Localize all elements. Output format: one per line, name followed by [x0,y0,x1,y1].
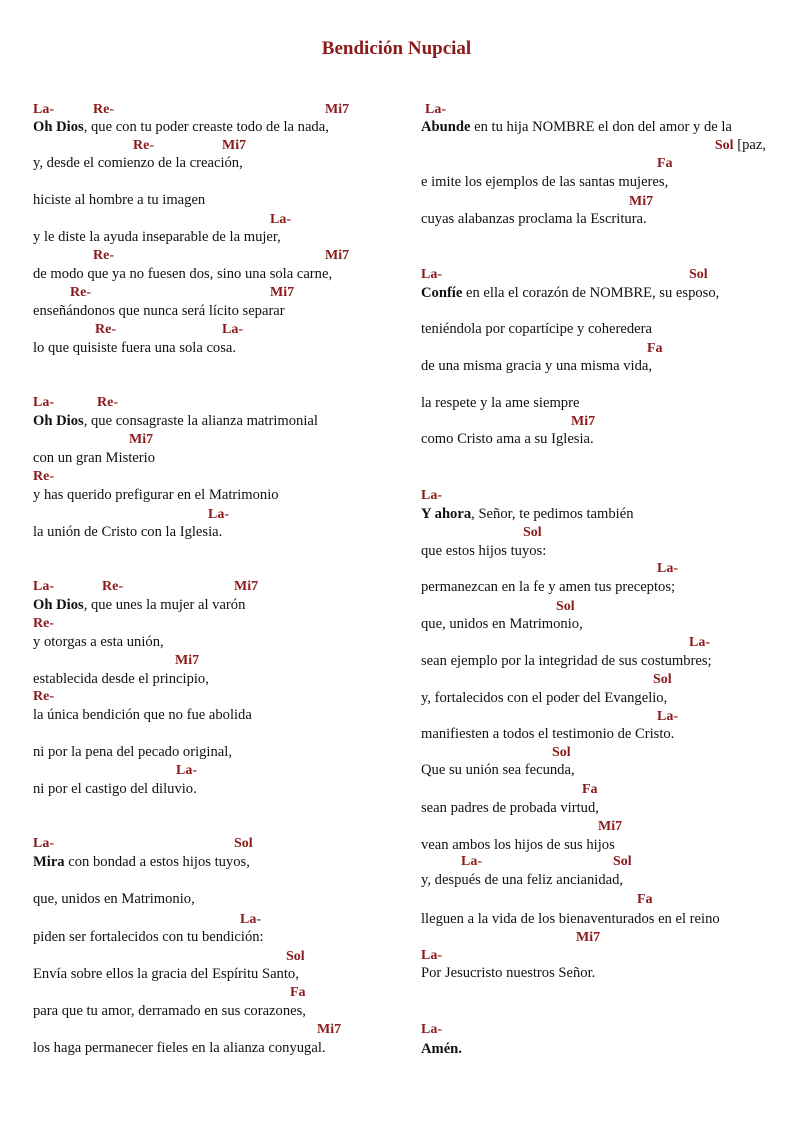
lyric-text: y otorgas a esta unión, [33,634,164,650]
lyric-line [33,523,403,542]
chord-line [33,320,403,339]
chord: Fa [647,341,663,356]
chord-line [421,597,766,616]
lyric-line [33,228,403,247]
chord-line [33,393,403,412]
lyric-line [33,154,403,173]
lyric-text: que estos hijos tuyos: [421,543,547,559]
chord: La- [270,212,291,227]
lyric-line [421,652,766,671]
line-continuation: [paz, [733,137,766,153]
lyric-text: , que unes la mujer al varón [83,597,246,613]
lyric-line [421,1040,766,1059]
chord-line [33,283,403,302]
lyric-line [33,302,403,321]
chord: Mi7 [234,579,259,594]
chord-line [421,339,766,358]
lyric-line [421,284,766,303]
lyric-line [33,965,403,984]
lyric-text: con bondad a estos hijos tuyos, [64,854,250,870]
lyric-text: ni por la pena del pecado original, [33,744,232,760]
chord: Re- [93,102,114,117]
lyric-text: enseñándonos que nunca será lícito separar [33,303,285,319]
lyric-text: la única bendición que no fue abolida [33,707,252,723]
chord-line [421,559,766,578]
lyric-line [421,505,766,524]
chord-line [33,614,403,633]
chord: La- [176,763,197,778]
chord-line [421,412,766,431]
lyric-text: , que con tu poder creaste todo de la nada, [83,119,329,135]
chord: Re- [33,616,54,631]
lyric-line [421,210,766,229]
chord-line [421,780,766,799]
chord: Re- [33,689,54,704]
chord-line [421,817,766,836]
lyric-emphasis: Oh Dios [33,119,84,135]
lyric-text: Que su unión sea fecunda, [421,762,575,778]
lyric-line [421,761,766,780]
chord: Sol [paz, [714,137,766,153]
lyric-line [33,780,403,799]
lyric-text: , que consagraste la alianza matrimonial [83,413,318,429]
chord: Mi7 [175,653,200,668]
lyric-emphasis: Y ahora [421,506,472,522]
lyric-text: para que tu amor, derramado en sus corazones, [33,1003,306,1019]
lyric-line [421,118,766,137]
lyric-line [421,689,766,708]
chord: La- [33,395,54,410]
chord-line [33,246,403,265]
chord-line [33,505,403,524]
chord: Fa [290,985,306,1000]
lyric-line [421,964,766,983]
chord-line [33,430,403,449]
lyric-line [421,871,766,890]
lyric-line [33,265,403,284]
lyric-text: la respete y la ame siempre [421,395,580,411]
lyric-line [33,412,403,431]
chord: Fa [582,782,598,797]
chord: Sol [689,267,708,282]
lyric-text: en tu hija NOMBRE el don del amor y de la [470,119,732,135]
chord: Sol [613,854,632,869]
lyric-text: con un gran Misterio [33,450,155,466]
lyric-text: que, unidos en Matrimonio, [33,891,195,907]
chord: Re- [133,138,154,153]
chord-line [421,265,766,284]
lyric-text: y, fortalecidos con el poder del Evangelio, [421,690,668,706]
chord-line [421,136,766,155]
chord-line [33,761,403,780]
lyric-line [33,449,403,468]
chord: Sol [234,836,253,851]
lyric-line [33,633,403,652]
chord-line [33,651,403,670]
lyric-line [33,596,403,615]
chord: Re- [95,322,116,337]
chord: La- [421,267,442,282]
chord: Mi7 [598,819,623,834]
chord: Mi7 [129,432,154,447]
chord-line [33,983,403,1002]
chord: La- [421,1022,442,1037]
lyric-text: de una misma gracia y una misma vida, [421,358,652,374]
lyric-line [33,118,403,137]
chord: Re- [97,395,118,410]
chord: Mi7 [222,138,247,153]
chord: Re- [102,579,123,594]
lyric-text: la unión de Cristo con la Iglesia. [33,524,223,540]
lyric-text: vean ambos los hijos de sus hijos [421,837,615,853]
lyric-text: e imite los ejemplos de las santas mujeres, [421,174,669,190]
lyric-line [33,486,403,505]
chord: La- [222,322,243,337]
chord-line [33,210,403,229]
page-title: Bendición Nupcial [321,38,472,59]
chord: Fa [657,156,673,171]
lyric-line [421,799,766,818]
chord-line [421,670,766,689]
chord-line [33,577,403,596]
lyric-line [421,430,766,449]
chord-line [33,100,403,119]
lyric-text: que, unidos en Matrimonio, [421,616,583,632]
lyric-line [33,1002,403,1021]
lyric-text: sean ejemplo por la integridad de sus costumbres; [421,653,712,669]
chord: La- [657,561,678,576]
chord-line [421,1020,766,1039]
lyric-line [33,1039,403,1058]
lyric-line [33,853,403,872]
lyric-line [421,725,766,744]
chord: La- [425,102,446,117]
chord-line [33,467,403,486]
lyric-line [421,578,766,597]
lyric-emphasis: Abunde [421,119,471,135]
chord-line [33,687,403,706]
lyric-text: lleguen a la vida de los bienaventurados en el reino [421,911,720,927]
chord: Mi7 [325,102,350,117]
lyric-line [33,191,403,210]
chord-line [421,192,766,211]
chord: La- [33,579,54,594]
lyric-line [33,706,403,725]
chord-line [421,154,766,173]
chord: Re- [33,469,54,484]
lyric-line [33,890,403,909]
lyric-line [421,173,766,192]
lyric-text: , Señor, te pedimos también [471,506,634,522]
lyric-text: lo que quisiste fuera una sola cosa. [33,340,237,356]
chord: Mi7 [629,194,654,209]
chord-line [33,1020,403,1039]
chord: La- [689,635,710,650]
chord: La- [657,709,678,724]
lyric-text: teniéndola por copartícipe y coheredera [421,321,652,337]
chord-line [33,910,403,929]
lyric-line [421,357,766,376]
chord-line [33,947,403,966]
chord: Sol [653,672,672,687]
chord: La- [33,836,54,851]
chord-line [421,100,766,119]
lyric-line [421,615,766,634]
chord: Sol [552,745,571,760]
chord: Mi7 [325,248,350,263]
chord: La- [240,912,261,927]
chord-line [421,946,766,965]
chord: Re- [70,285,91,300]
lyric-text: como Cristo ama a su Iglesia. [421,431,594,447]
chord-line [33,136,403,155]
lyric-line [33,928,403,947]
lyric-text: de modo que ya no fuesen dos, sino una sola carne, [33,266,333,282]
lyric-emphasis: Oh Dios [33,597,84,613]
chord: Sol [523,525,542,540]
lyric-text: y, desde el comienzo de la creación, [33,155,243,171]
chord: Mi7 [270,285,295,300]
chord-line [421,928,766,947]
lyric-text: establecida desde el principio, [33,671,209,687]
lyric-text: en ella el corazón de NOMBRE, su esposo, [462,285,720,301]
chord: Mi7 [576,930,601,945]
lyric-emphasis: Amén. [421,1041,462,1057]
lyric-line [421,394,766,413]
lyric-emphasis: Mira [33,854,65,870]
chord-line [421,852,766,871]
chord: Sol [556,599,575,614]
lyric-emphasis: Oh Dios [33,413,84,429]
lyric-text: Envía sobre ellos la gracia del Espíritu Santo, [33,966,299,982]
lyric-emphasis: Confíe [421,285,463,301]
chord: La- [421,488,442,503]
lyric-text: sean padres de probada virtud, [421,800,599,816]
chord-line [421,890,766,909]
chord: La- [421,948,442,963]
lyric-text: y, después de una feliz ancianidad, [421,872,624,888]
lyric-text: Por Jesucristo nuestros Señor. [421,965,596,981]
lyric-line [421,910,766,929]
lyric-line [33,339,403,358]
chord: La- [461,854,482,869]
chord: Re- [93,248,114,263]
lyric-text: ni por el castigo del diluvio. [33,781,197,797]
chord-line [33,834,403,853]
chord-line [421,523,766,542]
chord: La- [33,102,54,117]
lyric-line [421,320,766,339]
lyric-text: permanezcan en la fe y amen tus preceptos; [421,579,676,595]
chord: Mi7 [317,1022,342,1037]
lyric-text: cuyas alabanzas proclama la Escritura. [421,211,647,227]
lyric-text: manifiesten a todos el testimonio de Cristo. [421,726,675,742]
chord-line [421,486,766,505]
chord: Mi7 [571,414,596,429]
chord: Fa [637,892,653,907]
lyric-text: los haga permanecer fieles en la alianza conyugal. [33,1040,326,1056]
chord: La- [208,507,229,522]
chord-line [421,707,766,726]
lyric-text: y le diste la ayuda inseparable de la mujer, [33,229,281,245]
chord-line [421,743,766,762]
lyric-line [33,743,403,762]
chord: Sol [286,949,305,964]
lyric-text: piden ser fortalecidos con tu bendición: [33,929,264,945]
lyric-text: hiciste al hombre a tu imagen [33,192,206,208]
lyric-text: y has querido prefigurar en el Matrimonio [33,487,279,503]
chord-line [421,633,766,652]
